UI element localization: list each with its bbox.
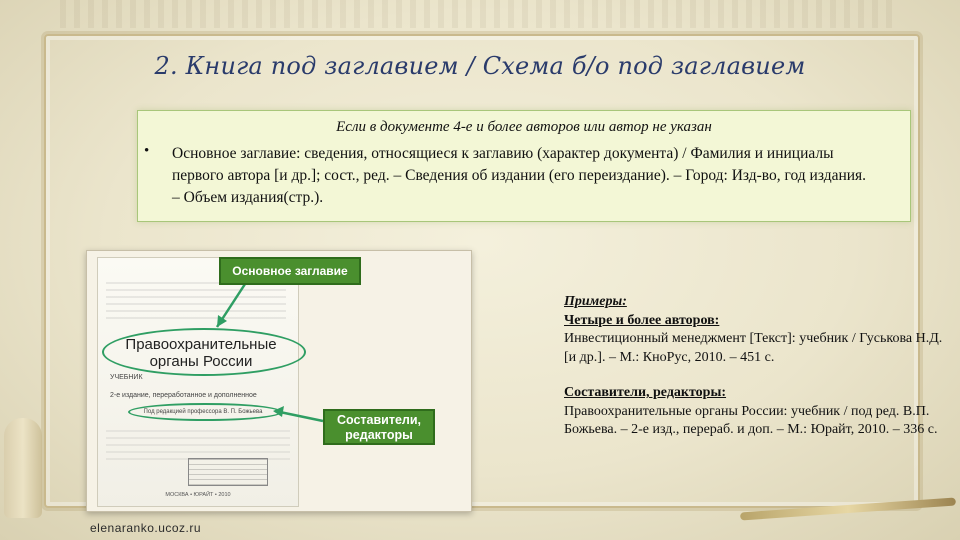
spacer — [564, 367, 954, 384]
decorative-script-band — [60, 0, 900, 28]
cover-subtitle: УЧЕБНИК — [110, 374, 143, 381]
example-group1-label: Четыре и более авторов: — [564, 312, 720, 328]
examples-heading: Примеры: — [564, 294, 627, 309]
bullet-dot: • — [144, 143, 150, 159]
scroll-decoration — [4, 418, 42, 518]
info-heading: Если в документе 4-е и более авторов или автор не указан — [336, 119, 712, 135]
example-group1-text: Инвестиционный менеджмент [Текст]: учебник / Гуськова Н.Д. [и др.]. – М.: КноРус, 2010. – 451 с. — [564, 331, 943, 365]
cover-footer: МОСКВА • ЮРАЙТ • 2010 — [165, 492, 231, 498]
arrow-head-main — [217, 315, 227, 327]
cover-edition-line: 2-е издание, переработанное и дополненное — [110, 392, 257, 399]
arrow-head-editors — [273, 406, 284, 417]
slide-title: 2. Книга под заглавием / Схема б/о под заглавием — [154, 52, 806, 80]
callout-arrows — [87, 251, 471, 511]
cover-book-title: Правоохранительные органы России — [125, 336, 277, 370]
callout-editors: Составители, редакторы — [323, 409, 435, 445]
info-text: Основное заглавие: сведения, относящиеся к заглавию (характер документа) / Фамилия и инициалы первого автора [и др.]; сост., ред. – Сведения об издании (его переиздание). – Город: Изд-во, год издания. – Объем издания(стр.). — [172, 145, 867, 206]
footer-site: elenaranko.ucoz.ru — [90, 521, 202, 535]
cover-editor-line: Под редакцией профессора В. П. Божьева — [143, 409, 263, 415]
book-cover-image — [86, 250, 472, 512]
examples-block — [564, 293, 954, 440]
info-box — [137, 110, 911, 222]
example-group2-text: Правоохранительные органы России: учебник / под ред. В.П. Божьева. – 2-е изд., перераб. и доп. – М.: Юрайт, 2010. – 336 с. — [564, 403, 938, 437]
callout-main-title: Основное заглавие — [219, 257, 361, 285]
example-group2-label: Составители, редакторы: — [564, 385, 727, 400]
